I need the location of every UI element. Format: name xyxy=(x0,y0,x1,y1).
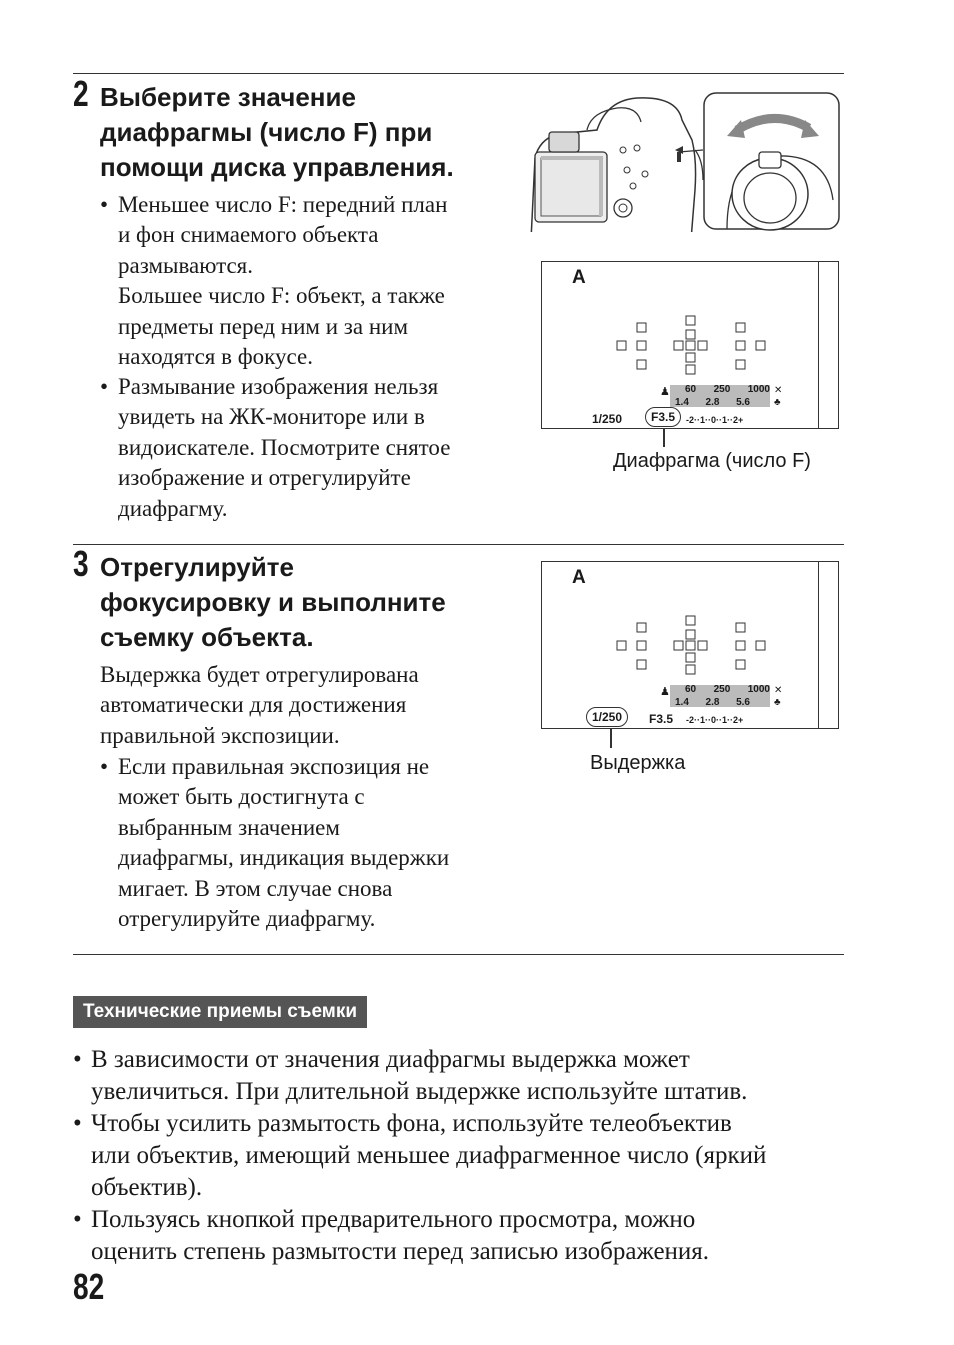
text-line: видоискателе. Посмотрите снятое xyxy=(118,434,451,460)
scale-label: 1000 xyxy=(747,384,770,395)
scale-label: 5.6 xyxy=(736,697,750,708)
heading-line: диафрагмы (число F) при xyxy=(100,117,433,147)
text-line: и фон снимаемого объекта xyxy=(118,222,379,248)
shutter-value: 1/250 xyxy=(592,412,623,426)
callout-line xyxy=(610,728,612,748)
text-line: оценить степень размытости перед записью изображения. xyxy=(91,1238,710,1265)
step-paragraph xyxy=(100,660,419,751)
bullet-item xyxy=(100,752,449,934)
step-number: 3 xyxy=(73,543,89,584)
scale-label: 5.6 xyxy=(736,397,750,408)
text-line: изображение и отрегулируйте xyxy=(118,465,411,491)
callout-line xyxy=(663,428,665,447)
text-line: увеличиться. При длительной выдержке используйте штатив. xyxy=(91,1078,748,1105)
heading-line: фокусировку и выполните xyxy=(100,587,446,617)
step-heading xyxy=(100,550,446,655)
heading-line: съемку объекта. xyxy=(100,622,314,652)
portrait-icon: ♣ xyxy=(774,697,781,708)
scale-label: 250 xyxy=(713,684,731,695)
text-line: • В зависимости от значения диафрагмы выдержка может xyxy=(91,1046,690,1073)
page-number: 82 xyxy=(73,1266,105,1307)
aperture-scale xyxy=(675,397,750,408)
portrait-icon: ♣ xyxy=(774,397,781,408)
tip-item xyxy=(73,1204,851,1268)
heading-line: помощи диска управления. xyxy=(100,152,454,182)
text-line: правильной экспозиции. xyxy=(100,722,340,748)
aperture-scale xyxy=(675,697,750,708)
tip-item xyxy=(73,1044,851,1108)
shutter-scale xyxy=(685,384,770,395)
text-line: объектив). xyxy=(91,1174,203,1201)
aperture-caption: Диафрагма (число F) xyxy=(613,450,811,472)
text-line: отрегулируйте диафрагму. xyxy=(118,906,376,932)
heading-line: Выберите значение xyxy=(100,82,356,112)
sports-icon: ✕ xyxy=(774,685,783,696)
top-rule xyxy=(73,73,844,74)
lcd-display-aperture xyxy=(541,261,839,429)
text-line: увидеть на ЖК-мониторе или в xyxy=(118,404,425,430)
text-line: размываются. xyxy=(118,252,253,278)
af-points xyxy=(612,612,772,676)
person-icon: ♟ xyxy=(660,386,670,398)
shutter-scale xyxy=(685,684,770,695)
text-line: находятся в фокусе. xyxy=(118,344,313,370)
text-line: • Чтобы усилить размытость фона, используйте телеобъектив xyxy=(91,1110,732,1137)
text-line: • Размывание изображения нельзя xyxy=(118,374,439,399)
text-line: или объектив, имеющий меньшее диафрагменное число (яркий xyxy=(91,1142,767,1169)
tips-title: Технические приемы съемки xyxy=(73,996,367,1028)
shutter-value: 1/250 xyxy=(586,707,628,727)
scale-label: 1.4 xyxy=(675,697,689,708)
text-line: может быть достигнута с xyxy=(118,784,365,810)
text-line: диафрагму. xyxy=(118,495,228,521)
tip-item xyxy=(73,1108,851,1204)
text-line: • Меньшее число F: передний план xyxy=(118,192,448,217)
heading-line: Отрегулируйте xyxy=(100,552,294,582)
scale-label: 1000 xyxy=(747,684,770,695)
scale-label: 2.8 xyxy=(705,397,720,408)
camera-dial-illustration xyxy=(527,90,842,232)
bottom-rule xyxy=(73,954,844,955)
bullet-item xyxy=(100,190,447,372)
ev-scale: -2··1··0··1··2+ xyxy=(686,415,744,425)
text-line: мигает. В этом случае снова xyxy=(118,875,393,901)
text-line: • Если правильная экспозиция не xyxy=(118,754,430,779)
text-line: выбранным значением xyxy=(118,814,340,840)
text-line: предметы перед ним и за ним xyxy=(118,313,409,339)
step3-rule xyxy=(73,544,844,545)
aperture-value: F3.5 xyxy=(649,712,674,726)
scale-label: 2.8 xyxy=(705,697,720,708)
sports-icon: ✕ xyxy=(774,385,783,396)
mode-indicator: A xyxy=(572,567,586,588)
bullet-item xyxy=(100,372,450,524)
step-heading xyxy=(100,80,454,185)
text-line: Выдержка будет отрегулирована xyxy=(100,662,419,687)
step-number: 2 xyxy=(73,73,89,114)
scale-label: 60 xyxy=(685,684,697,695)
text-line: Большее число F: объект, а также xyxy=(118,283,445,309)
person-icon: ♟ xyxy=(660,686,670,698)
scale-label: 250 xyxy=(713,384,731,395)
af-points xyxy=(612,312,772,376)
text-line: автоматически для достижения xyxy=(100,692,407,718)
lcd-display-shutter xyxy=(541,561,839,729)
text-line: • Пользуясь кнопкой предварительного просмотра, можно xyxy=(91,1206,696,1233)
aperture-value: F3.5 xyxy=(645,407,681,427)
scale-label: 60 xyxy=(685,384,697,395)
text-line: диафрагмы, индикация выдержки xyxy=(118,845,450,871)
scale-label: 1.4 xyxy=(675,397,689,408)
mode-indicator: A xyxy=(572,267,586,288)
shutter-caption: Выдержка xyxy=(590,752,686,774)
ev-scale: -2··1··0··1··2+ xyxy=(686,715,744,725)
